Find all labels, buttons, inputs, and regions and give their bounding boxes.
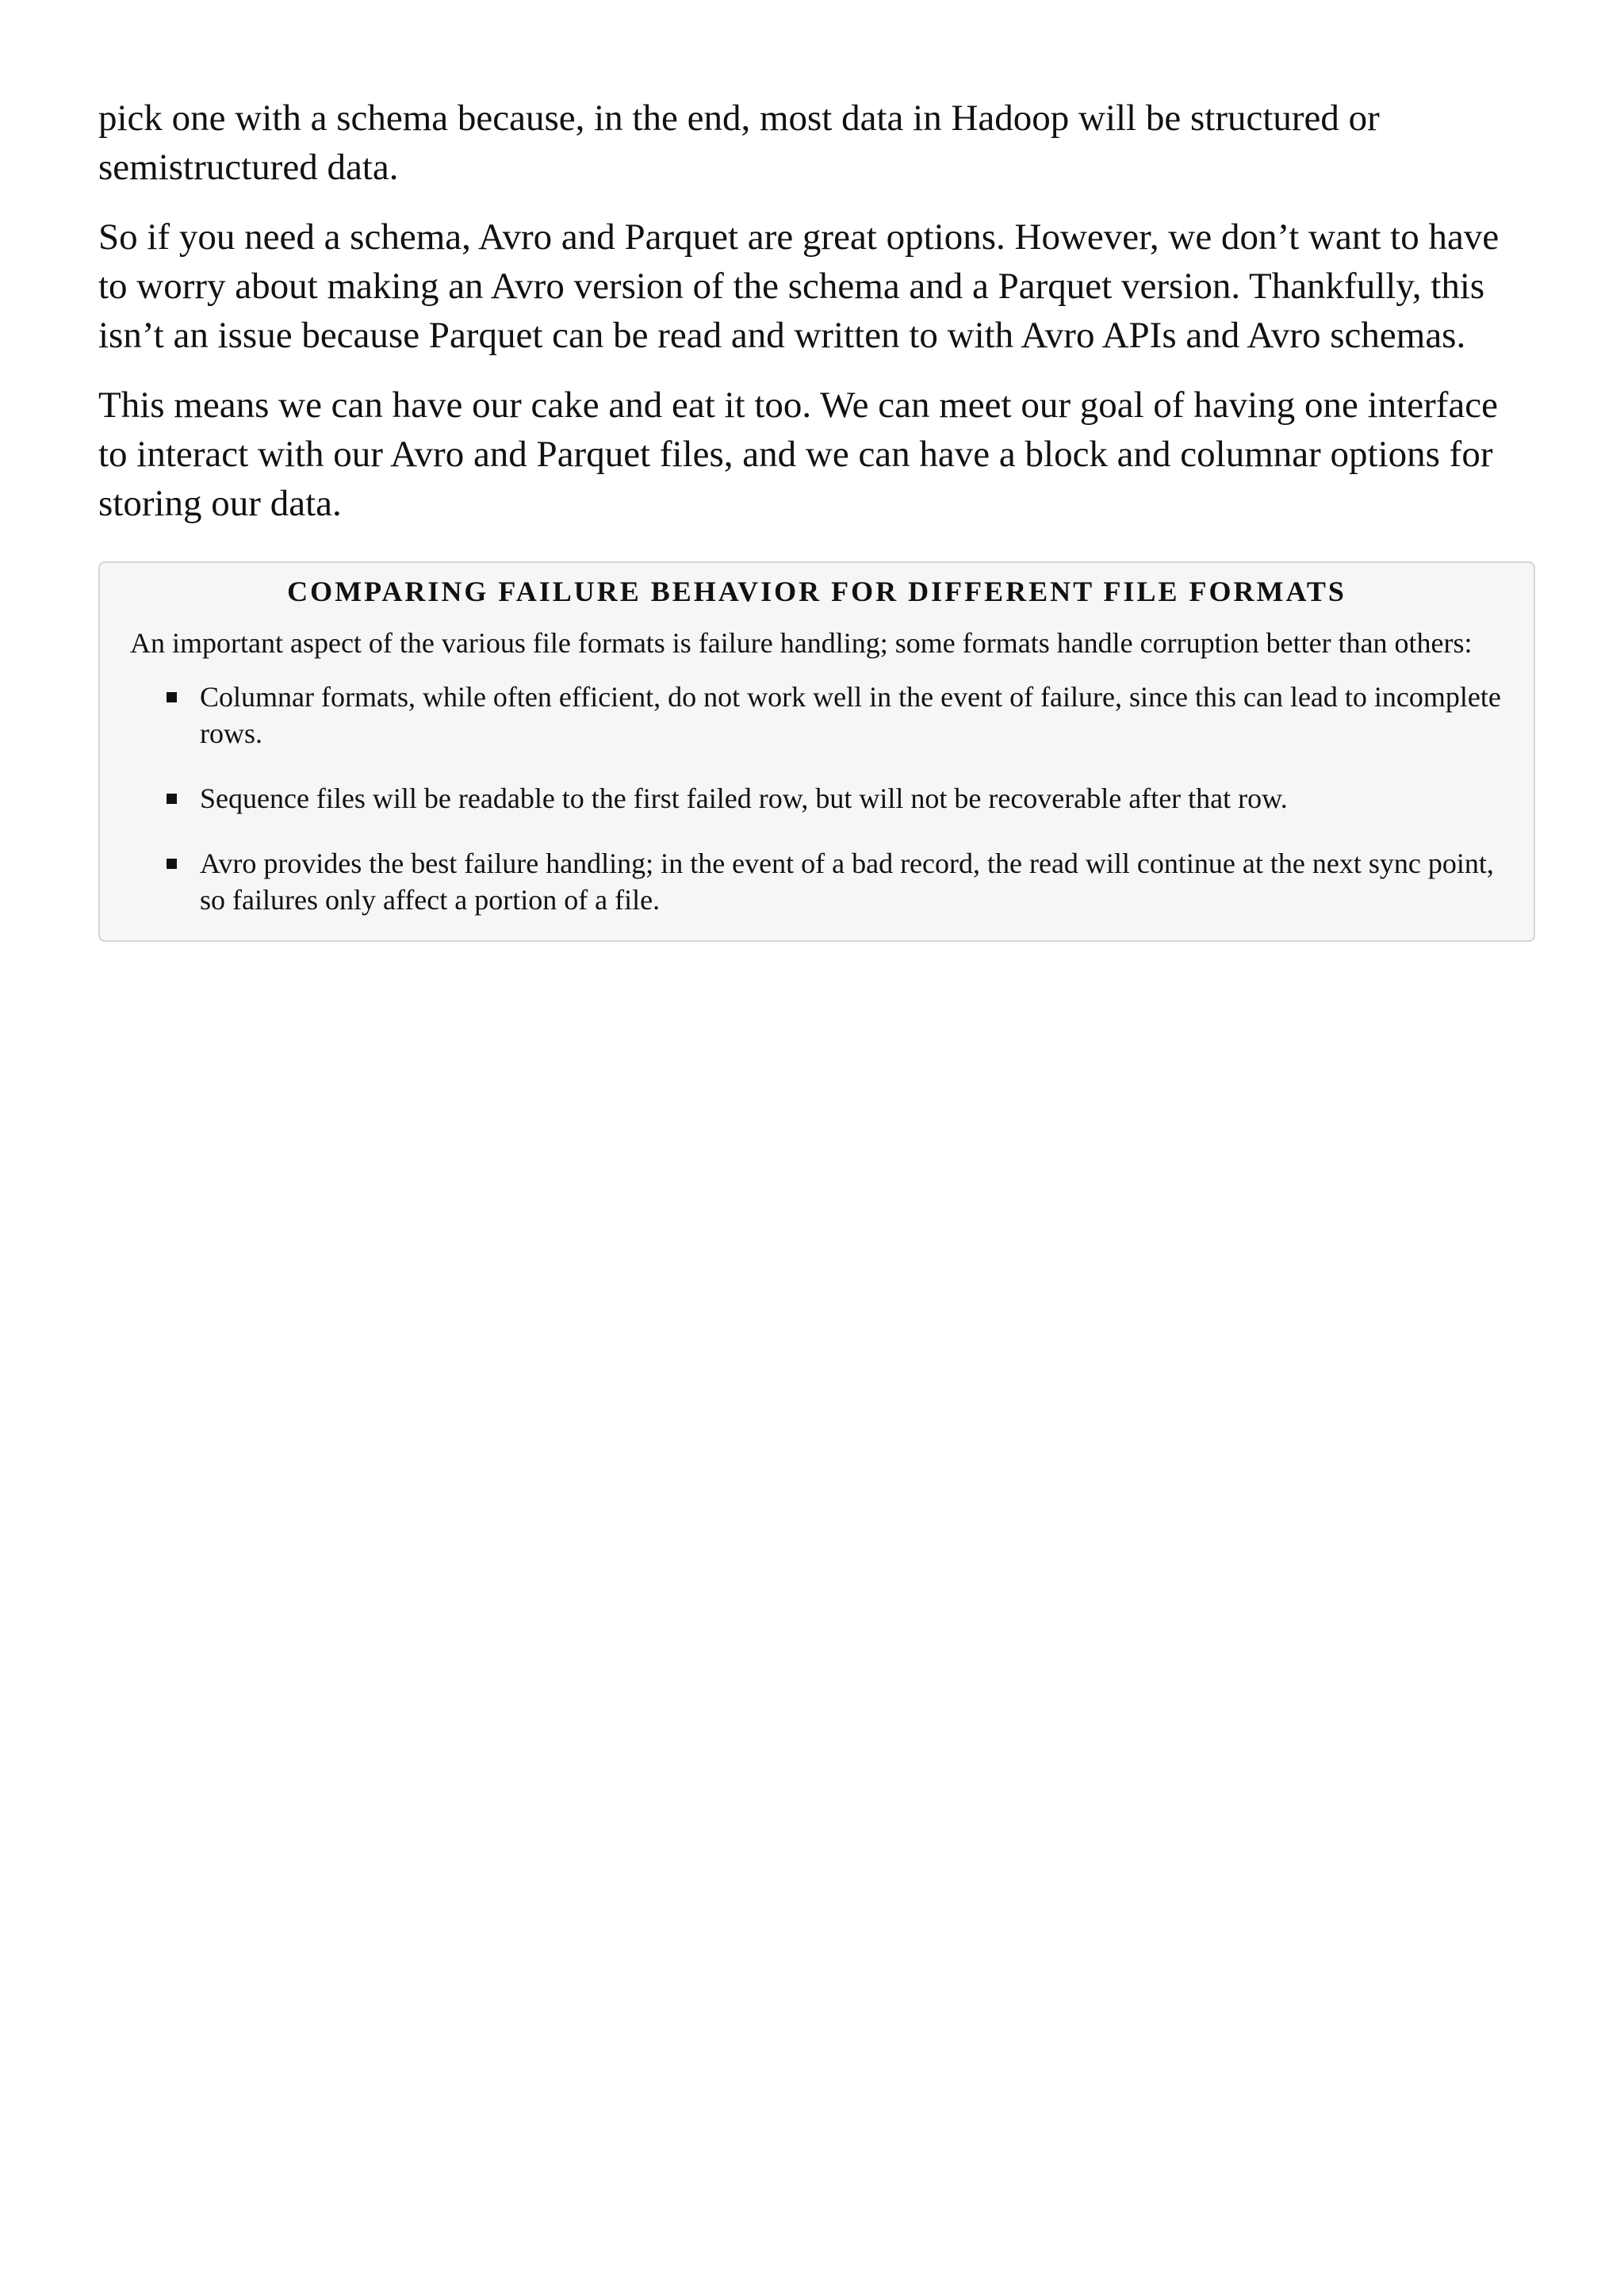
list-item-text: Columnar formats, while often efficient, do not work well in the event of failure, since this can lead to incomplete rows.: [200, 681, 1501, 749]
page-content: [98, 94, 1535, 942]
bullet-list: [130, 679, 1503, 918]
sidebar-title: COMPARING FAILURE BEHAVIOR FOR DIFFERENT FILE FORMATS: [287, 576, 1346, 607]
square-bullet-icon: [167, 692, 177, 702]
list-item: [130, 845, 1503, 918]
sidebar-box: [98, 561, 1535, 942]
list-item: [130, 780, 1503, 817]
body-paragraph: So if you need a schema, Avro and Parquet are great options. However, we don’t want to have to worry about making an Avro version of the schema and a Parquet version. Thankfully, this isn’t an issue because Parquet can be read and written to with Avro APIs and Avro schemas.: [98, 216, 1500, 356]
sidebar-intro: An important aspect of the various file formats is failure handling; some formats handle corruption better than others:: [130, 627, 1473, 659]
square-bullet-icon: [167, 859, 177, 869]
list-item-text: Avro provides the best failure handling; in the event of a bad record, the read will continue at the next sync point, so failures only affect a portion of a file.: [200, 848, 1494, 916]
body-paragraph: pick one with a schema because, in the end, most data in Hadoop will be structured or semistructured data.: [98, 98, 1380, 188]
square-bullet-icon: [167, 794, 177, 804]
list-item: [130, 679, 1503, 752]
body-paragraph: This means we can have our cake and eat it too. We can meet our goal of having one interface to interact with our Avro and Parquet files, and we can have a block and columnar options for storing our data.: [98, 385, 1498, 524]
list-item-text: Sequence files will be readable to the first failed row, but will not be recoverable after that row.: [200, 783, 1288, 814]
